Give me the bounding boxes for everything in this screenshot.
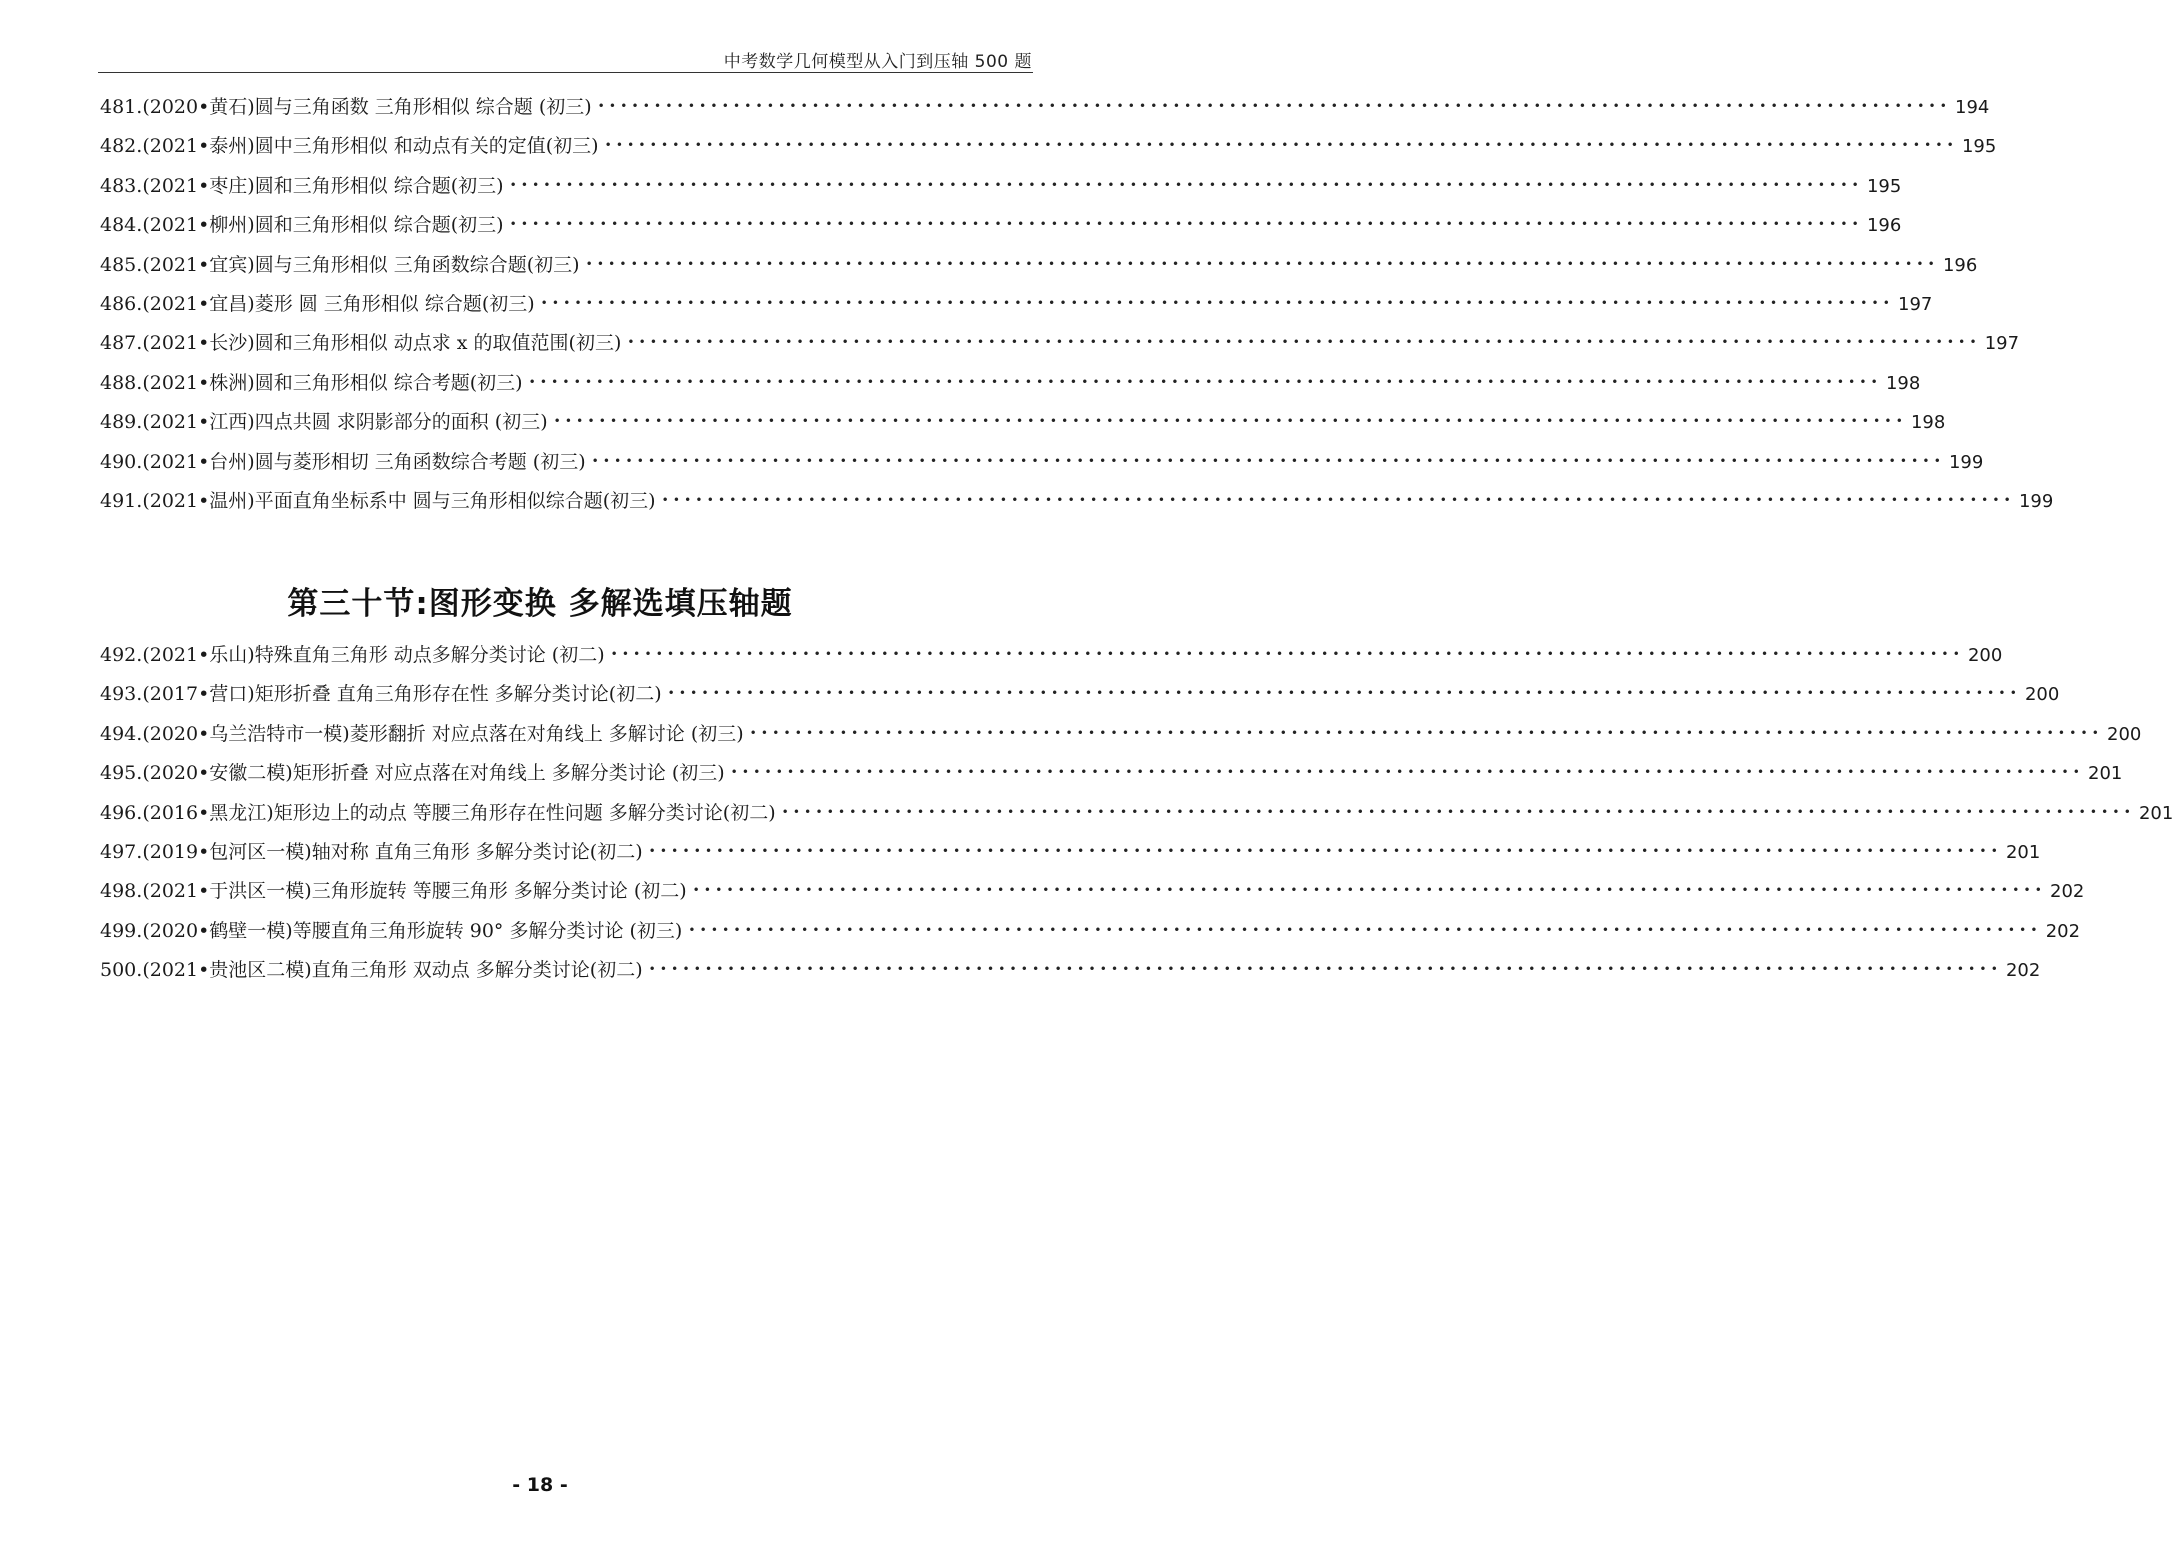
toc-entry — [100, 403, 1946, 442]
toc-entry — [100, 127, 1997, 166]
dot-leader: •••••••••••••••••••••••••••••••••••••••••••••••••••••••••••••••••••••••••••••••••••••••••••••••••••••••••••••••••••••••• — [540, 295, 1895, 310]
toc-list-part-2 — [100, 636, 2173, 991]
toc-entry-title: (2021•江西)四点共圆 求阴影部分的面积 (初三) — [142, 411, 548, 434]
toc-entry-number: 483. — [100, 174, 143, 197]
header-rule — [98, 72, 1033, 73]
toc-entry — [100, 912, 2081, 951]
toc-entry-title: (2021•乐山)特殊直角三角形 动点多解分类讨论 (初二) — [142, 644, 605, 666]
toc-entry — [100, 364, 1921, 403]
toc-entry-number: 495. — [100, 762, 143, 785]
toc-entry — [100, 324, 2020, 363]
dot-leader: •••••••••••••••••••••••••••••••••••••••••••••••••••••••••••••••••••••••••••••••••••••••••••••••••••••••••••••••••••••••• — [509, 177, 1863, 192]
toc-entry-title: (2020•乌兰浩特市一模)菱形翻折 对应点落在对角线上 多解讨论 (初三) — [142, 722, 744, 745]
toc-entry-page: 201 — [2088, 763, 2123, 785]
toc-entry-page: 202 — [2050, 881, 2085, 903]
toc-entry-title: (2021•柳州)圆和三角形相似 综合题(初三) — [142, 214, 504, 237]
toc-entry-page: 200 — [1967, 645, 2003, 666]
toc-entry-page: 199 — [1948, 451, 1984, 473]
dot-leader: •••••••••••••••••••••••••••••••••••••••••••••••••••••••••••••••••••••••••••••••••••••••••••••••••••••••••••••••••••••••• — [553, 414, 1907, 429]
toc-list-part-1 — [100, 88, 2054, 521]
toc-entry-title: (2020•鹤壁一模)等腰直角三角形旋转 90° 多解分类讨论 (初三) — [142, 919, 683, 942]
toc-entry-page: 199 — [2018, 490, 2054, 512]
toc-entry-page: 201 — [2005, 841, 2041, 863]
toc-entry-title: (2020•安徽二模)矩形折叠 对应点落在对角线上 多解分类讨论 (初三) — [142, 762, 725, 785]
toc-entry — [100, 285, 1933, 324]
toc-entry-page: 201 — [2138, 802, 2173, 824]
toc-entry-number: 489. — [100, 411, 143, 434]
toc-entry-title: (2020•黄石)圆与三角函数 三角形相似 综合题 (初三) — [142, 96, 592, 118]
toc-entry-page: 202 — [2005, 960, 2041, 982]
toc-entry-title: (2019•包河区一模)轴对称 直角三角形 多解分类讨论(初二) — [142, 840, 643, 863]
toc-entry — [100, 754, 2123, 793]
toc-entry — [100, 794, 2173, 833]
toc-entry-title: (2021•株洲)圆和三角形相似 综合考题(初三) — [142, 371, 523, 394]
toc-entry-number: 486. — [100, 292, 143, 315]
toc-entry-number: 485. — [100, 253, 143, 276]
toc-entry-title: (2021•宜昌)菱形 圆 三角形相似 综合题(初三) — [142, 292, 535, 315]
dot-leader: •••••••••••••••••••••••••••••••••••••••••••••••••••••••••••••••••••••••••••••••••••••••••••••••••••••••••••••••••••••••• — [730, 765, 2085, 780]
toc-entry-page: 196 — [1866, 215, 1902, 237]
running-header: 中考数学几何模型从入门到压轴 500 题 — [723, 52, 1032, 72]
toc-entry-number: 498. — [100, 880, 143, 903]
toc-entry-title: (2017•营口)矩形折叠 直角三角形存在性 多解分类讨论(初二) — [142, 683, 662, 706]
dot-leader: •••••••••••••••••••••••••••••••••••••••••••••••••••••••••••••••••••••••••••••••••••••••••••••••••••••••••••••••••••••••• — [648, 843, 2002, 858]
toc-entry-number: 497. — [100, 840, 143, 863]
dot-leader: •••••••••••••••••••••••••••••••••••••••••••••••••••••••••••••••••••••••••••••••••••••••••••••••••••••••••••••••••••••••• — [781, 804, 2135, 819]
toc-entry-title: (2021•贵池区二模)直角三角形 双动点 多解分类讨论(初二) — [142, 959, 643, 982]
toc-entry-number: 482. — [100, 135, 143, 158]
toc-entry-title: (2021•于洪区一模)三角形旋转 等腰三角形 多解分类讨论 (初二) — [142, 880, 687, 903]
dot-leader: •••••••••••••••••••••••••••••••••••••••••••••••••••••••••••••••••••••••••••••••••••••••••••••••••••••••••••••••••••••••• — [749, 725, 2104, 740]
toc-entry — [100, 206, 1902, 245]
toc-entry — [100, 715, 2142, 754]
toc-entry-page: 196 — [1942, 254, 1978, 276]
toc-entry — [100, 443, 1984, 482]
toc-entry-title: (2021•枣庄)圆和三角形相似 综合题(初三) — [142, 174, 504, 197]
toc-entry — [100, 833, 2041, 872]
toc-entry-number: 484. — [100, 214, 143, 237]
dot-leader: •••••••••••••••••••••••••••••••••••••••••••••••••••••••••••••••••••••••••••••••••••••••••••••••••••••••••••••••••••••••• — [692, 883, 2047, 898]
toc-entry-page: 198 — [1885, 372, 1921, 394]
toc-entry-page: 197 — [1898, 293, 1933, 315]
toc-entry-page: 200 — [2024, 684, 2060, 706]
toc-entry-page: 198 — [1910, 412, 1946, 434]
dot-leader: •••••••••••••••••••••••••••••••••••••••••••••••••••••••••••••••••••••••••••••••••••••••••••••••••••••••••••••••••••••••• — [604, 138, 1958, 153]
toc-entry-number: 496. — [100, 801, 143, 824]
dot-leader: •••••••••••••••••••••••••••••••••••••••••••••••••••••••••••••••••••••••••••••••••••••••••••••••••••••••••••••••••••••••• — [648, 962, 2002, 977]
dot-leader: •••••••••••••••••••••••••••••••••••••••••••••••••••••••••••••••••••••••••••••••••••••••••••••••••••••••••••••••••••••••• — [667, 686, 2021, 701]
toc-entry — [100, 246, 1978, 285]
toc-entry-number: 492. — [100, 644, 143, 666]
toc-entry-title: (2021•宜宾)圆与三角形相似 三角函数综合题(初三) — [142, 253, 580, 276]
toc-entry-number: 491. — [100, 489, 143, 512]
dot-leader: •••••••••••••••••••••••••••••••••••••••••••••••••••••••••••••••••••••••••••••••••••••••••••••••••••••••••••••••••••••••• — [688, 922, 2042, 937]
toc-entry-page: 195 — [1961, 136, 1997, 158]
toc-entry-title: (2021•温州)平面直角坐标系中 圆与三角形相似综合题(初三) — [142, 489, 656, 512]
toc-entry-number: 500. — [100, 959, 143, 982]
dot-leader: •••••••••••••••••••••••••••••••••••••••••••••••••••••••••••••••••••••••••••••••••••••••••••••••••••••••••••••••••••••••• — [597, 99, 1952, 113]
toc-entry-number: 499. — [100, 919, 143, 942]
toc-entry — [100, 872, 2085, 911]
toc-entry — [100, 88, 1990, 127]
toc-entry-number: 481. — [100, 96, 143, 118]
page-number: - 18 - — [512, 1474, 568, 1496]
toc-entry — [100, 675, 2060, 714]
toc-entry-number: 490. — [100, 450, 143, 473]
section-heading: 第三十节:图形变换 多解选填压轴题 — [287, 586, 793, 622]
dot-leader: •••••••••••••••••••••••••••••••••••••••••••••••••••••••••••••••••••••••••••••••••••••••••••••••••••••••••••••••••••••••• — [591, 453, 1945, 468]
toc-entry-number: 487. — [100, 332, 143, 355]
dot-leader: •••••••••••••••••••••••••••••••••••••••••••••••••••••••••••••••••••••••••••••••••••••••••••••••••••••••••••••••••••••••• — [585, 256, 1939, 271]
toc-entry-title: (2021•泰州)圆中三角形相似 和动点有关的定值(初三) — [142, 135, 599, 158]
dot-leader: •••••••••••••••••••••••••••••••••••••••••••••••••••••••••••••••••••••••••••••••••••••••••••••••••••••••••••••••••••••••• — [661, 492, 2015, 507]
toc-entry-page: 194 — [1955, 97, 1990, 118]
toc-entry-number: 488. — [100, 371, 143, 394]
dot-leader: •••••••••••••••••••••••••••••••••••••••••••••••••••••••••••••••••••••••••••••••••••••••••••••••••••••••••••••••••••••••• — [610, 647, 1964, 661]
toc-entry-title: (2021•长沙)圆和三角形相似 动点求 x 的取值范围(初三) — [142, 332, 622, 355]
toc-entry — [100, 482, 2054, 521]
toc-entry-number: 493. — [100, 683, 143, 706]
toc-entry — [100, 636, 2003, 675]
dot-leader: •••••••••••••••••••••••••••••••••••••••••••••••••••••••••••••••••••••••••••••••••••••••••••••••••••••••••••••••••••••••• — [528, 374, 1882, 389]
toc-entry — [100, 167, 1902, 206]
dot-leader: •••••••••••••••••••••••••••••••••••••••••••••••••••••••••••••••••••••••••••••••••••••••••••••••••••••••••••••••••••••••• — [509, 217, 1863, 232]
toc-entry-title: (2016•黑龙江)矩形边上的动点 等腰三角形存在性问题 多解分类讨论(初二) — [142, 801, 776, 824]
toc-entry — [100, 951, 2041, 990]
dot-leader: •••••••••••••••••••••••••••••••••••••••••••••••••••••••••••••••••••••••••••••••••••••••••••••••••••••••••••••••••••••••• — [627, 335, 1981, 350]
toc-entry-title: (2021•台州)圆与菱形相切 三角函数综合考题 (初三) — [142, 450, 586, 473]
toc-entry-number: 494. — [100, 722, 143, 745]
toc-entry-page: 202 — [2045, 920, 2081, 942]
toc-entry-page: 197 — [1984, 333, 2020, 355]
toc-entry-page: 200 — [2107, 723, 2142, 745]
toc-entry-page: 195 — [1866, 175, 1902, 197]
